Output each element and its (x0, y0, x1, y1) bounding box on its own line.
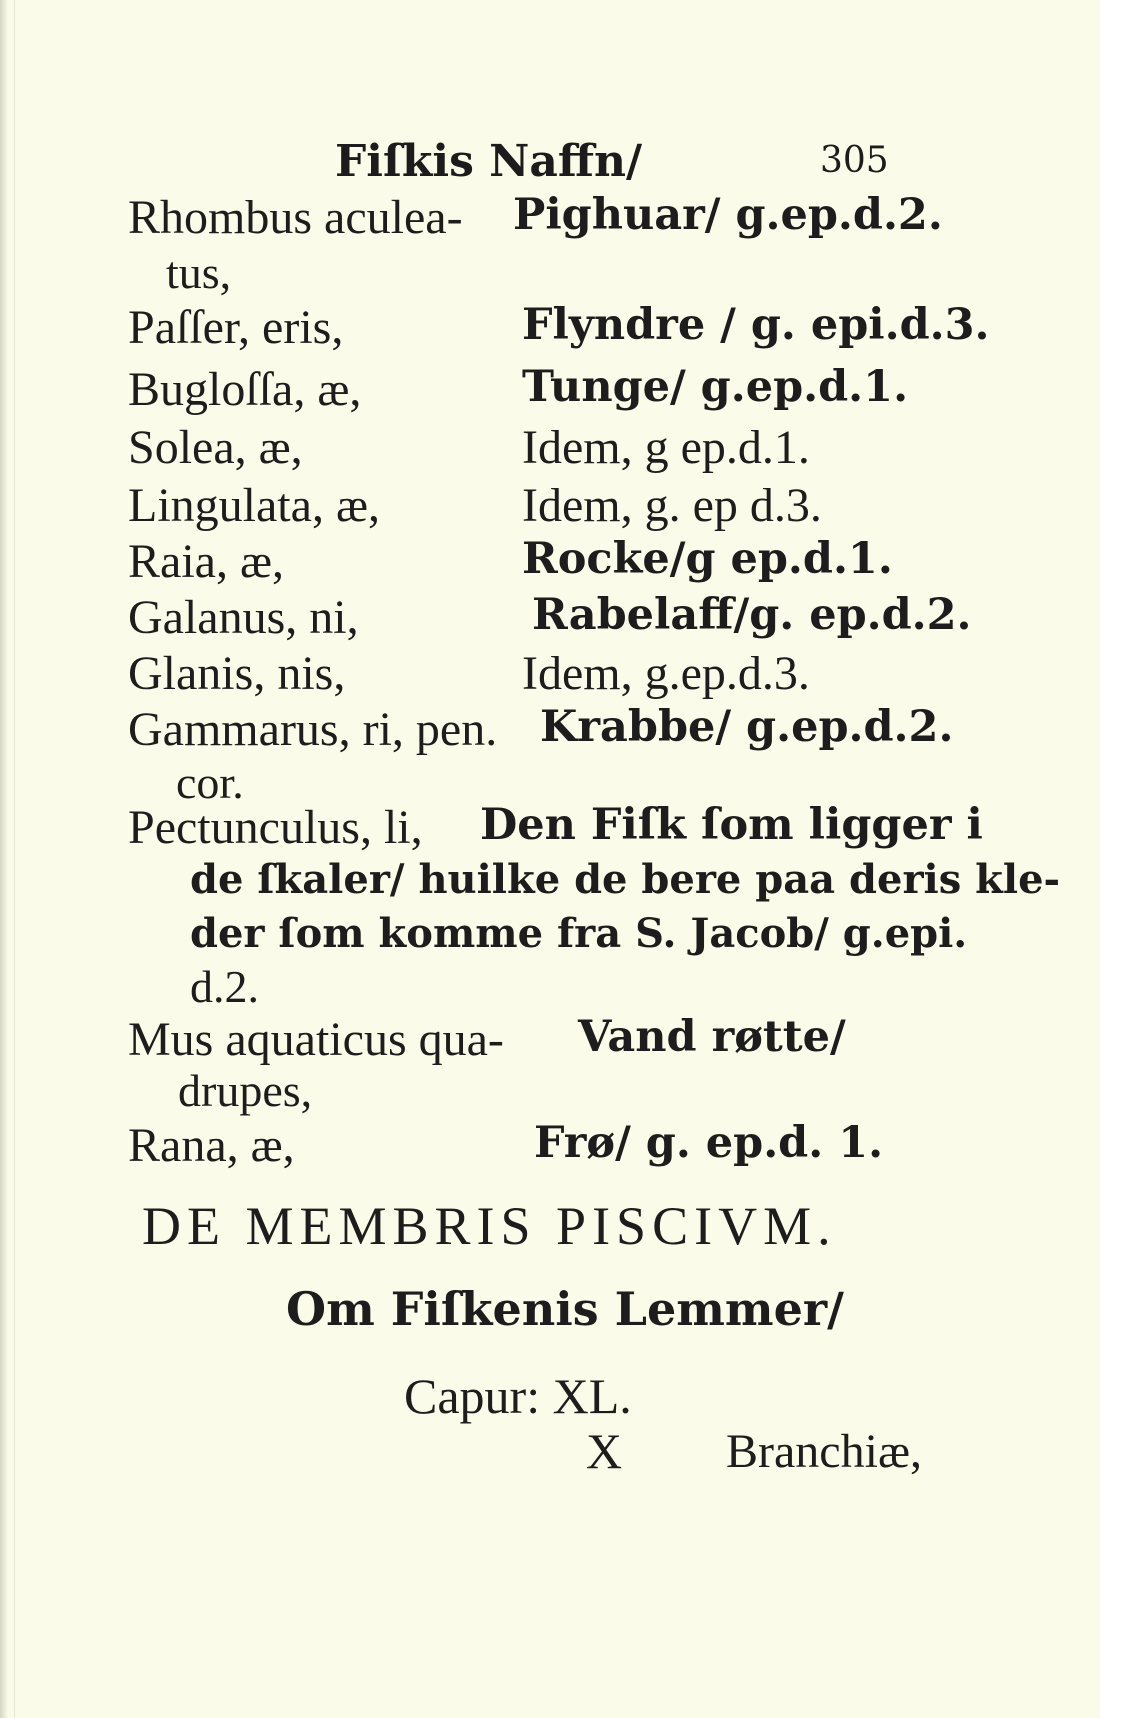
scan-line (14, 0, 15, 1718)
running-header: Fiſkis Naffn/ (335, 136, 643, 187)
entry-row (128, 300, 990, 354)
entry-row (128, 702, 954, 756)
section-subtitle: Om Fiſkenis Lemmer/ (286, 1282, 844, 1336)
entry-row (128, 1012, 928, 1064)
signature-mark: X (586, 1423, 623, 1479)
entry-row (128, 478, 928, 530)
latin-continuation: drupes, (178, 1065, 313, 1116)
definition-line: der ſom komme fra S. Jacob/ g.epi. (190, 910, 968, 957)
latin-term: Rhombus aculea- (128, 191, 463, 244)
entry-row (128, 420, 928, 472)
latin-term: Pectunculus, li, (128, 801, 423, 854)
danish-term: Idem, g. ep d.3. (522, 479, 822, 532)
latin-continuation: cor. (176, 757, 244, 808)
page-left-edge (0, 0, 8, 1718)
entry-row (128, 362, 928, 414)
entry-row (128, 1118, 928, 1170)
danish-term: Rocke/g ep.d.1. (522, 534, 893, 584)
latin-term: Solea, æ, (128, 421, 303, 474)
entry-row (128, 190, 943, 244)
definition-line: d.2. (190, 961, 259, 1012)
latin-term: Rana, æ, (128, 1119, 295, 1172)
danish-term: Vand røtte/ (578, 1012, 846, 1062)
danish-term: Krabbe/ g.ep.d.2. (540, 702, 954, 752)
danish-term: Den Fiſk ſom ligger i (480, 800, 983, 850)
latin-term: Paſſer, eris, (128, 301, 344, 354)
entry-row (128, 534, 928, 586)
danish-term: Pighuar/ g.ep.d.2. (513, 190, 943, 240)
section-title: DE MEMBRIS PISCIVM. (142, 1196, 837, 1256)
danish-term: Rabelaff/g. ep.d.2. (532, 590, 972, 640)
chapter-heading: Capur: XL. (404, 1368, 632, 1424)
latin-term: Galanus, ni, (128, 591, 359, 644)
danish-term: Idem, g.ep.d.3. (522, 647, 810, 700)
latin-term: Bugloſſa, æ, (128, 363, 362, 416)
latin-continuation: tus, (166, 247, 232, 298)
entry-row (128, 590, 972, 644)
page-number: 305 (820, 140, 889, 181)
danish-term: Idem, g ep.d.1. (522, 421, 810, 474)
danish-term: Tunge/ g.ep.d.1. (522, 362, 909, 412)
danish-term: Frø/ g. ep.d. 1. (534, 1118, 884, 1168)
latin-term: Gammarus, ri, pen. (128, 703, 498, 756)
latin-term: Glanis, nis, (128, 647, 346, 700)
danish-term: Flyndre / g. epi.d.3. (522, 300, 990, 350)
entry-row (128, 646, 928, 698)
latin-term: Raia, æ, (128, 535, 284, 588)
latin-term: Lingulata, æ, (128, 479, 380, 532)
scan-margin (1100, 0, 1128, 1718)
catchword: Branchiæ, (726, 1425, 922, 1478)
entry-row (128, 800, 983, 854)
definition-line: de ſkaler/ huilke de bere paa deris kle- (190, 856, 1061, 903)
latin-term: Mus aquaticus qua- (128, 1013, 504, 1066)
